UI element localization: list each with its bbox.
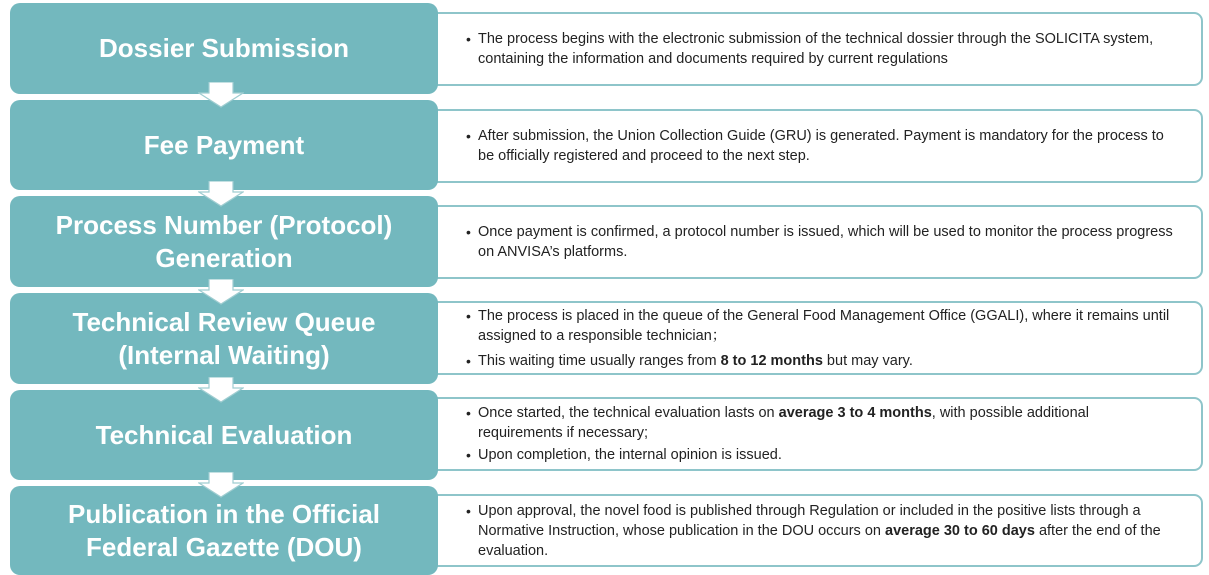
step-title-box (10, 293, 438, 384)
step-description-box (428, 205, 1203, 279)
step-title-box (10, 486, 438, 575)
step-title: Process Number (Protocol) Generation (55, 209, 393, 273)
bullet-list (478, 126, 1173, 166)
bullet-item: • Upon approval, the novel food is published through Regulation or included in the positive lists through a Normative Instruction, whose publication in the DOU occurs on average 30 to 60 days after the end of the evaluation. (478, 501, 1173, 561)
step-title-box (10, 100, 438, 190)
down-arrow-icon (198, 82, 244, 108)
step-title-box (10, 390, 438, 480)
bullet-item: • After submission, the Union Collection Guide (GRU) is generated. Payment is mandatory for the process to be officially registered and proceed to the next step. (478, 126, 1173, 166)
down-arrow-icon (198, 377, 244, 403)
step-title-box (10, 196, 438, 287)
down-arrow-icon (198, 181, 244, 207)
step-title-box (10, 3, 438, 94)
step-description-box (428, 494, 1203, 567)
step-description-box (428, 12, 1203, 86)
step-title: Fee Payment (143, 129, 305, 160)
bullet-list (478, 29, 1173, 69)
step-title: Technical Evaluation (95, 419, 353, 450)
step-title: Technical Review Queue (Internal Waiting) (72, 306, 376, 370)
bullet-list (478, 306, 1173, 371)
step-description-box (428, 301, 1203, 375)
bullet-list (478, 501, 1173, 561)
bullet-item: • Upon completion, the internal opinion is issued. (478, 445, 1173, 465)
bullet-item: • This waiting time usually ranges from 8 to 12 months but may vary. (478, 351, 1173, 371)
bullet-item: • The process is placed in the queue of the General Food Management Office (GGALI), where it remains until assigned to a responsible technician； (478, 306, 1173, 346)
step-description-box (428, 109, 1203, 183)
bullet-list (478, 222, 1173, 262)
step-title: Dossier Submission (99, 33, 349, 63)
down-arrow-icon (198, 279, 244, 305)
step-description-box (428, 397, 1203, 471)
bullet-list (478, 403, 1173, 465)
bullet-item: • Once started, the technical evaluation lasts on average 3 to 4 months, with possible additional requirements if necessary; (478, 403, 1173, 443)
step-title: Publication in the Official Federal Gazette (DOU) (67, 498, 381, 562)
down-arrow-icon (198, 472, 244, 498)
bullet-item: • Once payment is confirmed, a protocol number is issued, which will be used to monitor the process progress on ANVISA’s platforms. (478, 222, 1173, 262)
bullet-item: • The process begins with the electronic submission of the technical dossier through the SOLICITA system, containing the information and documents required by current regulations (478, 29, 1173, 69)
